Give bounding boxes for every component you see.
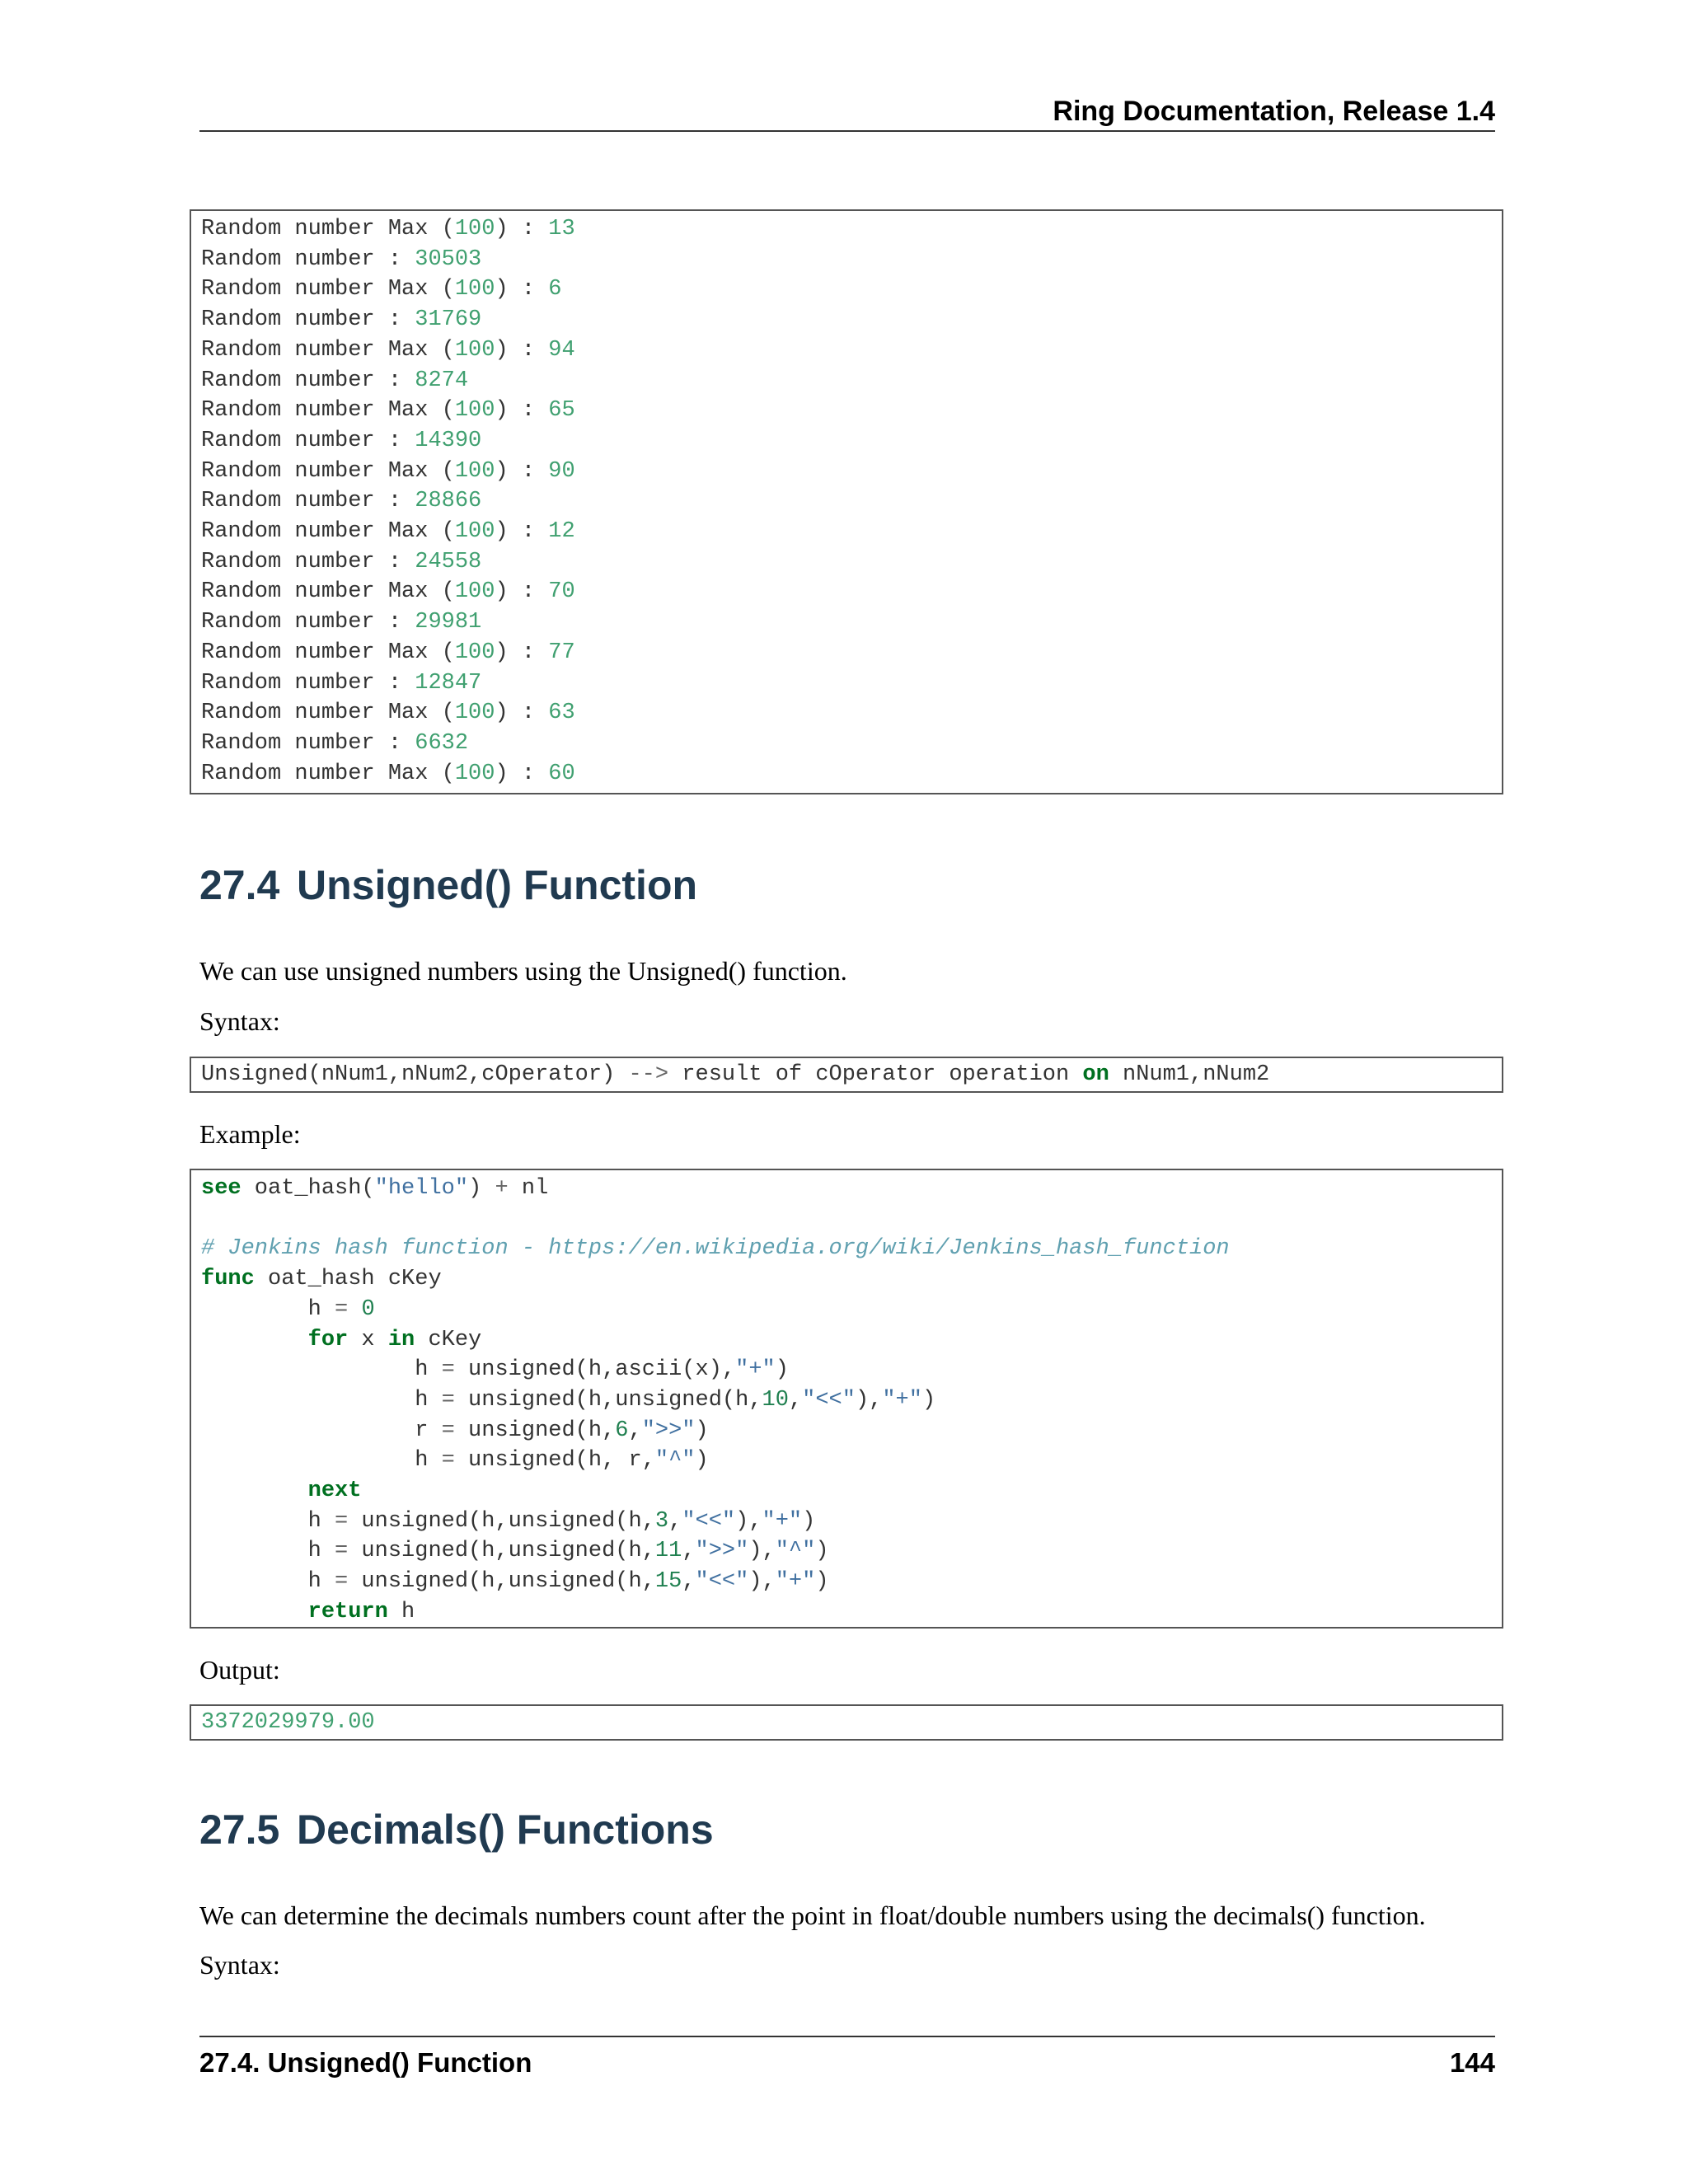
max-argument: 100 [454,519,495,544]
code-token [201,1600,308,1624]
code-token: ) [921,1387,936,1413]
output-line [201,366,468,396]
random-value: 6 [548,277,562,302]
code-token: unsigned(h,unsigned(h, [348,1569,655,1595]
code-token: h [201,1296,335,1322]
output-value: 3372029979.00 [201,1710,375,1735]
syntax-keyword: on [1082,1062,1109,1087]
code-token: "^" [654,1448,696,1474]
output-line [201,729,468,759]
code-token: ) [815,1539,829,1564]
code-token: = [335,1569,349,1595]
code-token [348,1297,361,1322]
code-token: cKey [415,1327,482,1352]
code-token: = [335,1508,349,1534]
output-line [201,274,561,305]
separator: ) : [495,217,549,241]
code-line [201,1174,548,1204]
code-token: ) [802,1508,816,1534]
output-line [201,426,481,457]
output-line [201,547,481,578]
max-argument: 100 [454,398,495,424]
code-line [201,1536,829,1567]
max-argument: 100 [454,640,495,665]
code-token: h [387,1599,415,1624]
output-line [201,698,575,729]
code-line [201,1385,935,1416]
code-token: , [788,1387,803,1413]
separator: ) : [495,519,549,544]
footer-section: 27.4. Unsigned() Function [199,2047,532,2078]
max-argument: 100 [454,761,495,786]
syntax-post: nNum1,nNum2 [1109,1062,1270,1087]
random-value: 12847 [415,670,482,696]
random-value: 90 [548,458,575,484]
code-token: = [441,1448,455,1474]
output-label: Output: [199,1655,280,1685]
random-value: 14390 [415,428,482,453]
code-token: for [307,1327,349,1352]
random-output-block [190,209,1503,794]
separator: ) : [495,761,549,786]
max-argument: 100 [454,458,495,484]
decimals-intro: We can determine the decimals numbers count after the point in float/double numbers using the decimals() function. [199,1900,1426,1930]
page-header [199,92,1495,132]
code-token: 11 [654,1539,682,1564]
code-token: h [201,1448,442,1474]
max-argument: 100 [454,579,495,605]
random-value: 65 [548,398,575,424]
code-token: , [628,1418,642,1443]
code-token: return [307,1599,388,1624]
code-line [201,1446,709,1476]
page-footer [199,2036,1495,2087]
code-token: "hello" [374,1176,469,1201]
random-value: 31769 [415,307,482,333]
random-value: 70 [548,579,575,605]
code-token [201,1479,308,1503]
code-token: ) [775,1357,789,1383]
code-token: func [201,1267,255,1292]
code-token: h [201,1508,335,1534]
code-token: + [495,1176,509,1201]
code-token: , [682,1569,696,1595]
syntax-mid: result of cOperator operation [668,1062,1083,1087]
code-line [201,1567,829,1597]
code-token: h [201,1357,442,1383]
max-argument: 100 [454,701,495,726]
unsigned-intro: We can use unsigned numbers using the Unsigned() function. [199,956,847,986]
max-argument: 100 [454,217,495,241]
output-line [201,396,575,426]
separator: ) : [495,701,549,726]
random-output-label: Random number : [201,368,415,393]
header-title: Ring Documentation, Release 1.4 [1053,96,1495,127]
random-output-label: Random number Max ( [201,519,455,544]
separator: ) : [495,398,549,424]
random-output-label: Random number Max ( [201,458,455,484]
code-token: x [348,1327,388,1352]
code-token: "^" [775,1539,816,1564]
section-title-unsigned [199,860,697,910]
code-token: oat_hash( [241,1176,375,1201]
random-output-label: Random number : [201,307,415,333]
code-token: h [201,1569,335,1595]
code-token: ">>" [641,1418,696,1443]
code-token: "<<" [802,1387,856,1413]
code-token: in [387,1327,415,1352]
random-output-label: Random number : [201,428,415,453]
random-value: 29981 [415,610,482,635]
random-value: 8274 [415,368,469,393]
code-token: = [441,1418,455,1443]
separator: ) : [495,337,549,363]
random-output-label: Random number Max ( [201,761,455,786]
code-token: , [668,1508,682,1534]
code-token: nl [508,1176,549,1201]
code-token: h [201,1387,442,1413]
code-token: , [682,1539,696,1564]
output-line [201,577,575,607]
code-line [201,1416,709,1446]
random-output-label: Random number Max ( [201,640,455,665]
code-token: 0 [361,1296,375,1322]
code-token: = [441,1357,455,1383]
section-heading: Decimals() Functions [297,1807,714,1853]
code-token: = [441,1387,455,1413]
output-line [201,759,575,790]
random-output-label: Random number : [201,246,415,272]
output-line [201,638,575,668]
random-output-label: Random number : [201,730,415,756]
code-line [201,1264,442,1295]
code-token [201,1328,308,1352]
output-line [201,214,575,245]
max-argument: 100 [454,337,495,363]
section-title-decimals [199,1805,714,1854]
code-token: unsigned(h, [454,1418,616,1443]
code-token: h [201,1539,335,1564]
code-line [201,1325,481,1356]
output-block [190,1704,1503,1741]
random-value: 94 [548,337,575,363]
code-token: ), [748,1539,776,1564]
code-line [201,1355,789,1385]
code-token: unsigned(h,ascii(x), [454,1357,736,1383]
separator: ) : [495,579,549,605]
code-token: ) [695,1418,709,1443]
code-token: 3 [654,1508,669,1534]
code-token: "+" [735,1357,776,1383]
separator: ) : [495,277,549,302]
decimals-syntax-label: Syntax: [199,1950,280,1980]
syntax-arrow: --> [628,1062,669,1087]
code-token: see [201,1176,241,1201]
code-line [201,1597,415,1628]
syntax-line [201,1060,1269,1090]
page-number: 144 [1449,2047,1495,2078]
random-value: 13 [548,217,575,241]
code-token: "+" [882,1387,922,1413]
random-output-label: Random number : [201,549,415,574]
output-line [201,607,481,638]
code-token: unsigned(h,unsigned(h, [454,1387,762,1413]
random-value: 12 [548,519,575,544]
output-line [201,335,575,366]
random-value: 24558 [415,549,482,574]
code-token: = [335,1539,349,1564]
random-output-label: Random number Max ( [201,701,455,726]
code-token: ), [855,1387,883,1413]
random-value: 30503 [415,246,482,272]
random-value: 77 [548,640,575,665]
code-token: next [307,1479,362,1503]
random-output-label: Random number Max ( [201,337,455,363]
code-token: unsigned(h, r, [454,1448,655,1474]
code-token: = [335,1296,349,1322]
output-line [201,668,481,699]
random-value: 6632 [415,730,469,756]
code-token: r [201,1418,442,1443]
code-token: ), [748,1569,776,1595]
example-code-block [190,1169,1503,1629]
output-line [201,457,575,487]
random-output-label: Random number Max ( [201,398,455,424]
section-number: 27.5 [199,1807,280,1853]
separator: ) : [495,640,549,665]
random-value: 63 [548,701,575,726]
code-token: oat_hash cKey [254,1267,442,1292]
random-output-label: Random number Max ( [201,277,455,302]
code-token: 10 [762,1387,789,1413]
code-token: unsigned(h,unsigned(h, [348,1508,655,1534]
random-value: 60 [548,761,575,786]
random-output-label: Random number : [201,670,415,696]
output-line [201,305,481,335]
random-output-label: Random number : [201,610,415,635]
code-line [201,1234,1230,1264]
random-output-label: Random number Max ( [201,217,455,241]
section-number: 27.4 [199,862,280,908]
code-token: 15 [654,1569,682,1595]
code-token: "+" [762,1508,803,1534]
section-heading: Unsigned() Function [297,862,698,908]
code-token: "+" [775,1569,816,1595]
syntax-block [190,1057,1503,1093]
code-token: ), [735,1508,762,1534]
code-line [201,1507,815,1537]
code-token: # Jenkins hash function - https://en.wikipedia.org/wiki/Jenkins_hash_function [201,1236,1230,1262]
code-token: 6 [615,1418,629,1443]
unsigned-syntax-label: Syntax: [199,1006,280,1036]
example-label: Example: [199,1119,301,1149]
max-argument: 100 [454,277,495,302]
code-token: unsigned(h,unsigned(h, [348,1539,655,1564]
code-token: ) [468,1176,495,1201]
code-line [201,1476,361,1507]
code-token: ) [815,1569,829,1595]
random-output-label: Random number : [201,489,415,514]
code-token: "<<" [682,1508,736,1534]
output-line [201,517,575,547]
separator: ) : [495,458,549,484]
code-token: ) [695,1448,709,1474]
code-token: "<<" [695,1569,749,1595]
code-line [201,1295,375,1325]
code-token: ">>" [695,1539,749,1564]
output-line [201,486,481,517]
random-output-label: Random number Max ( [201,579,455,605]
random-value: 28866 [415,489,482,514]
output-line [201,245,481,275]
syntax-pre: Unsigned(nNum1,nNum2,cOperator) [201,1062,629,1087]
